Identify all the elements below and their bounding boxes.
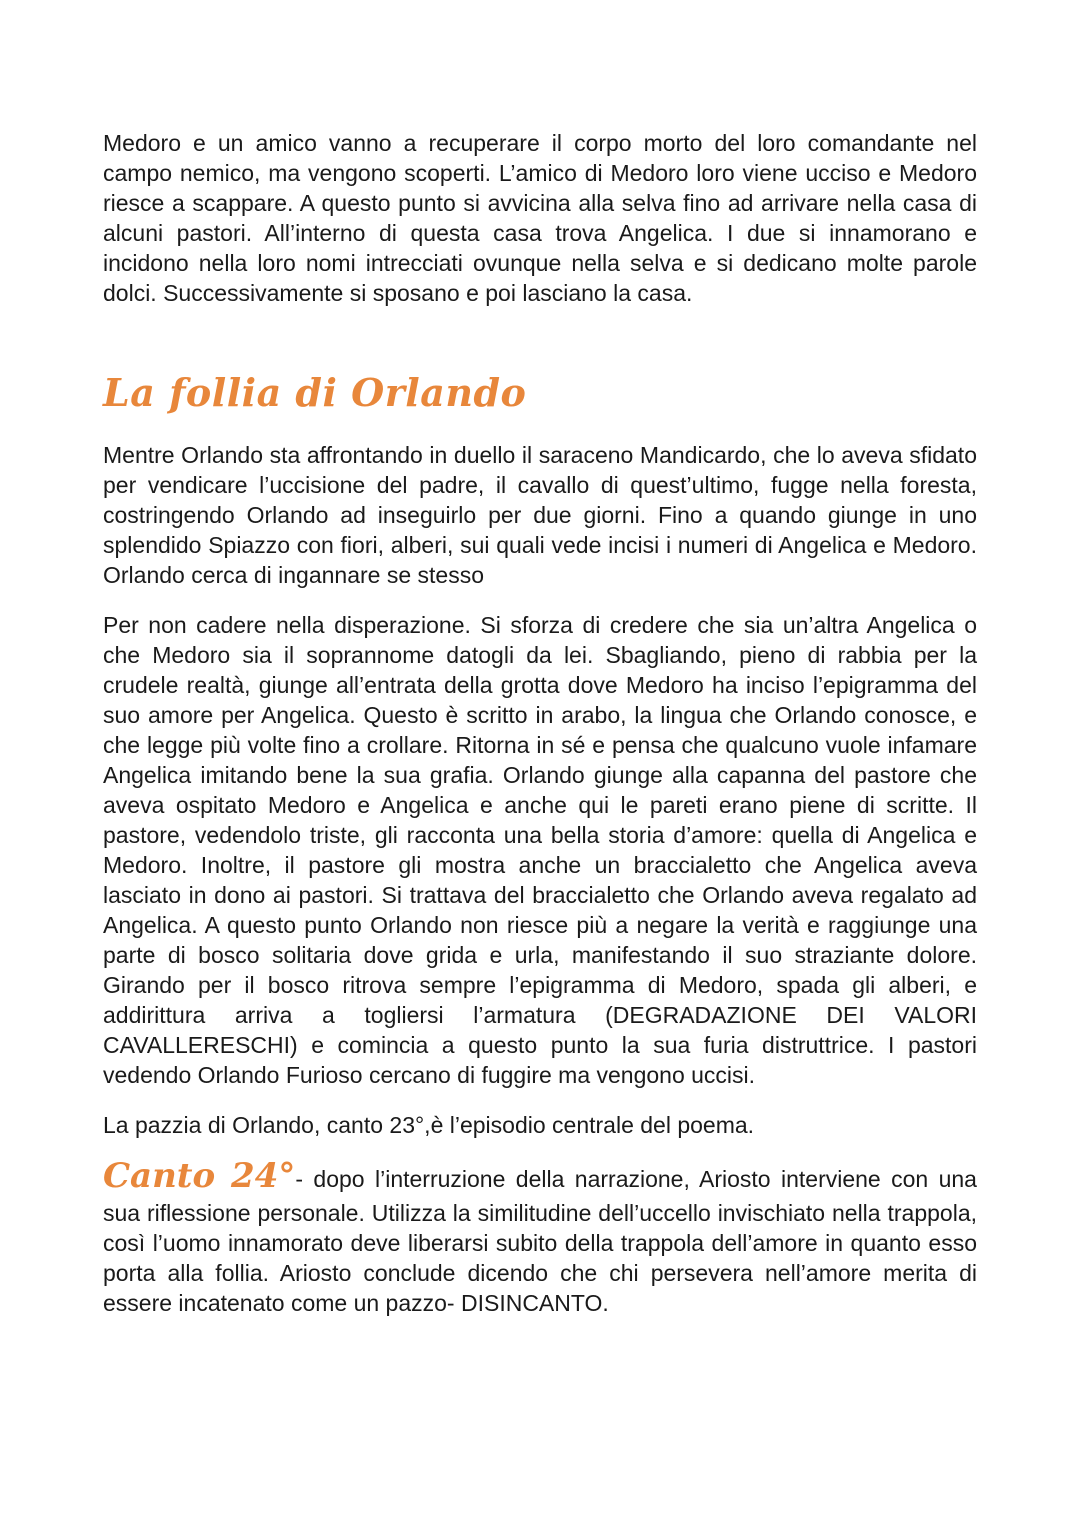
paragraph-follia-1: Mentre Orlando sta affrontando in duello il saraceno Mandicardo, che lo aveva sfidato per vendicare l’uccisione del padre, il cavallo di quest’ultimo, fugge nella foresta, costringendo Orlando ad inseguirlo per due giorni. Fino a quando giunge in uno splendido Spiazzo con fiori, alberi, sui quali vede incisi i numeri di Angelica e Medoro. Orlando cerca di ingannare se stesso [103, 442, 977, 588]
paragraph-follia-2: Per non cadere nella disperazione. Si sforza di credere che sia un’altra Angelica o che Medoro sia il soprannome datogli da lei. Sbagliando, pieno di rabbia per la crudele realtà, giunge all’entrata della grotta dove Medoro ha inciso l’epigramma del suo amore per Angelica. Questo è scritto in arabo, la lingua che Orlando conosce, e che legge più volte fino a crollare. Ritorna in sé e pensa che qualcuno vuole infamare Angelica imitando bene la sua grafia. Orlando giunge alla capanna del pastore che aveva ospitato Medoro e Angelica e anche qui le pareti erano piene di scritte. Il pastore, vedendolo triste, gli racconta una bella storia d’amore: quella di Angelica e Medoro. Inoltre, il pastore gli mostra anche un braccialetto che Angelica aveva lasciato in dono ai pastori. Si trattava del braccialetto che Orlando aveva regalato ad Angelica. A questo punto Orlando non riesce più a negare la verità e raggiunge una parte di bosco solitaria dove grida e urla, manifestando il suo straziante dolore. Girando per il bosco ritrova sempre l’epigramma di Medoro, spada gli alberi, e addirittura arriva a togliersi l’armatura (DEGRADAZIONE DEI VALORI CAVALLERESCHI) e comincia a questo punto la sua furia distruttrice. I pastori vedendo Orlando Furioso cercano di fuggire ma vengono uccisi. [103, 612, 977, 1088]
paragraph-follia-3: La pazzia di Orlando, canto 23°,è l’episodio centrale del poema. [103, 1112, 755, 1138]
section-heading: La follia di Orlando [103, 370, 527, 415]
document-body [103, 128, 977, 1318]
canto-paragraph [103, 1154, 977, 1318]
paragraph-intro: Medoro e un amico vanno a recuperare il corpo morto del loro comandante nel campo nemico, ma vengono scoperti. L’amico di Medoro loro viene ucciso e Medoro riesce a scappare. A questo punto si avvicina alla selva fino ad arrivare nella casa di alcuni pastori. All’interno di questa casa trova Angelica. I due si innamorano e incidono nella loro nomi intrecciati ovunque nella selva e si dedicano molte parole dolci. Successivamente si sposano e poi lasciano la casa. [103, 130, 977, 306]
canto-text: - dopo l’interruzione della narrazione, Ariosto interviene con una sua riflessione personale. Utilizza la similitudine dell’uccello invischiato nella trappola, così l’uomo innamorato deve liberarsi subito della trappola dell’amore in quanto esso porta alla follia. Ariosto conclude dicendo che chi persevera nell’amore merita di essere incatenato come un pazzo- DISINCANTO. [103, 1166, 977, 1316]
canto-label: Canto 24° [103, 1156, 296, 1196]
